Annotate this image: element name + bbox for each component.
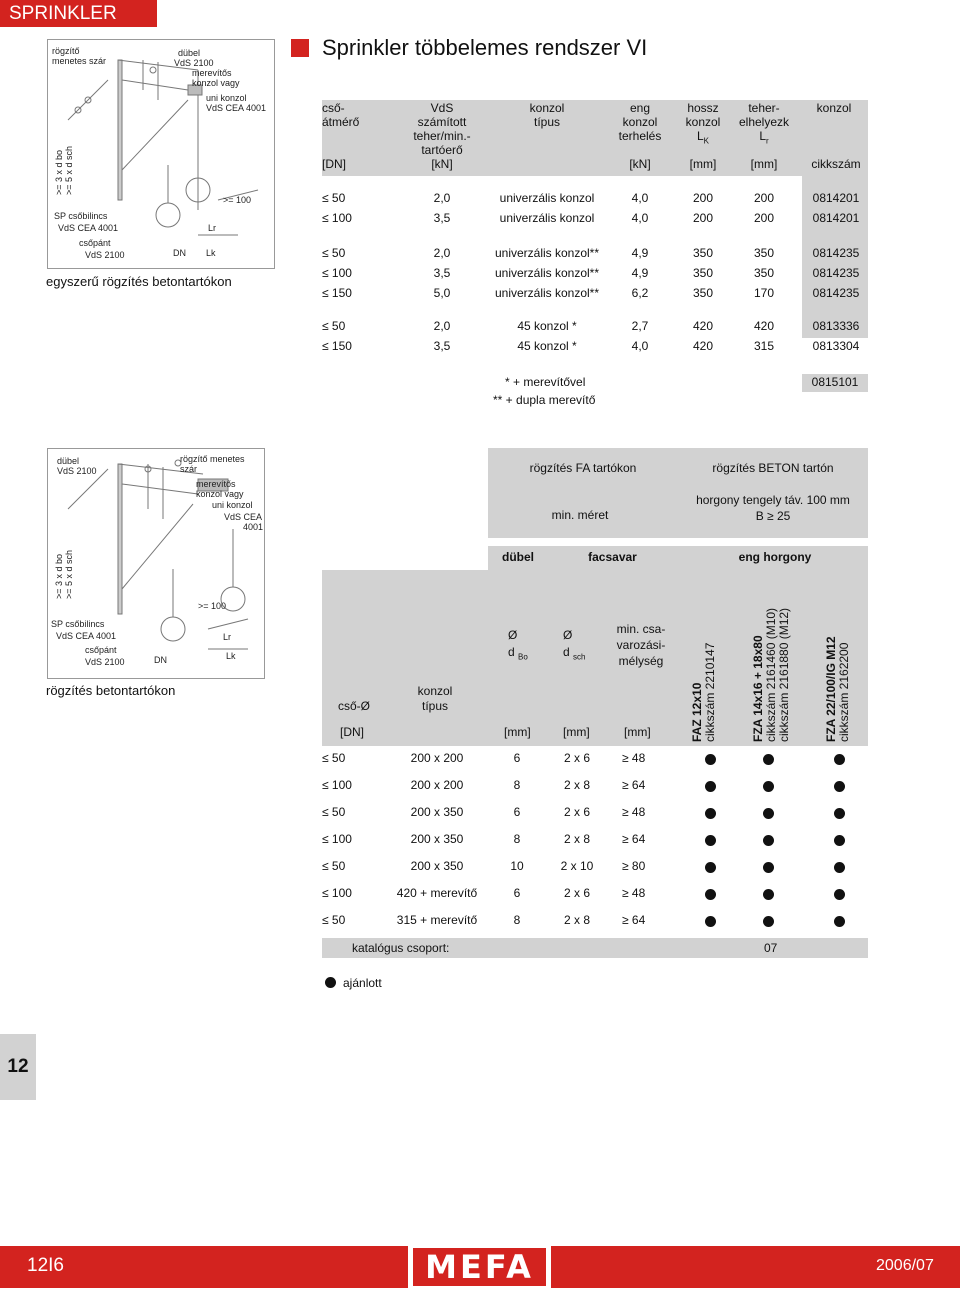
table2-cell: ≤ 100 <box>322 832 352 846</box>
table2-cell: 2 x 6 <box>563 751 590 765</box>
t2-horgony: horgony tengely táv. 100 mm <box>696 493 850 507</box>
recommended-dot <box>834 862 845 873</box>
recommended-dot <box>834 808 845 819</box>
label-konzol-vagy: konzol vagy <box>192 78 240 88</box>
d2-label-csopant: csőpánt <box>85 645 117 655</box>
t2-konzol-l2: típus <box>421 699 448 713</box>
table1-cell: univerzális konzol <box>499 191 595 205</box>
recommended-dot <box>705 916 716 927</box>
table2-cell: 200 x 200 <box>410 778 464 792</box>
t2-fza2-l2: cikkszám 2162200 <box>837 642 851 742</box>
table2-cell: 2 x 6 <box>563 886 590 900</box>
t2-facsavar: facsavar <box>588 550 637 564</box>
table1-cell: ≤ 100 <box>322 266 352 280</box>
recommended-dot <box>705 889 716 900</box>
table1-cell: 4,0 <box>631 339 649 353</box>
table2-cell: 2 x 8 <box>563 913 590 927</box>
t2-fza1-l1: FZA 14x16 + 18x80 <box>751 635 765 742</box>
recommended-dot <box>705 835 716 846</box>
hdr-atmero: átmérő <box>322 115 360 129</box>
table2-cell: 420 + merevítő <box>396 886 478 900</box>
t2-faz-l1: FAZ 12x10 <box>690 682 704 742</box>
table1-cell: 2,0 <box>433 319 451 333</box>
hdr-konzol: konzol <box>529 101 565 115</box>
recommended-dot <box>705 862 716 873</box>
table2-cell: ≤ 50 <box>322 913 346 927</box>
table2-cell: ≥ 64 <box>622 832 646 846</box>
label-vds2100: VdS 2100 <box>174 58 214 68</box>
recommended-dot <box>763 889 774 900</box>
table1-cell: 3,5 <box>433 266 451 280</box>
drawing-1-caption: egyszerű rögzítés betontartókon <box>46 274 232 289</box>
table2-cell: 200 x 200 <box>410 751 464 765</box>
table1-cell: ≤ 100 <box>322 211 352 225</box>
hdr-cso: cső- <box>322 101 345 115</box>
drawing-2-caption: rögzítés betontartókon <box>46 683 176 698</box>
label-vdscea-4001: VdS CEA 4001 <box>58 223 119 233</box>
recommended-dot <box>705 808 716 819</box>
t2-min-meret: min. méret <box>551 508 609 522</box>
t2-mely-l3: mélység <box>618 654 664 668</box>
recommended-dot <box>763 916 774 927</box>
footer-brand: MEFA <box>413 1248 546 1286</box>
table2-cell: 8 <box>513 778 521 792</box>
table1-cell: 6,2 <box>631 286 649 300</box>
recommended-dot <box>763 781 774 792</box>
hdr-teher2: teher- <box>748 101 780 115</box>
table1-cell: 200 <box>692 211 714 225</box>
table2-cell: 200 x 350 <box>410 805 464 819</box>
table1-cell: 420 <box>753 319 775 333</box>
table2-cell: ≥ 64 <box>622 778 646 792</box>
table1-cell: univerzális konzol <box>499 211 595 225</box>
t2-beton: rögzítés BETON tartón <box>712 461 834 475</box>
t2-col-dbo <box>508 627 528 665</box>
table1-cell: 3,5 <box>433 211 451 225</box>
hdr-elhelyezk: elhelyezk <box>738 115 790 129</box>
t2-unit-dn: [DN] <box>340 725 364 739</box>
label-sp-csobilincs: SP csőbilincs <box>54 211 108 221</box>
hdr-hossz: hossz <box>687 101 719 115</box>
table1-cell: 0814235 <box>812 266 860 280</box>
table1-cell: 200 <box>753 191 775 205</box>
t2-col-mely <box>606 621 676 669</box>
table1-cell: 350 <box>692 266 714 280</box>
table2-cell: ≥ 48 <box>622 751 646 765</box>
footer-logo <box>408 1244 551 1290</box>
t2-eng-horgony: eng horgony <box>738 550 812 564</box>
table1-cell: 170 <box>753 286 775 300</box>
table2-cell: 2 x 8 <box>563 778 590 792</box>
table1-cell: univerzális konzol** <box>494 286 600 300</box>
d2-label-merevitos: merevítős <box>196 479 236 489</box>
t2-col-konzol <box>400 684 470 714</box>
table1-cell: 45 konzol * <box>517 319 577 333</box>
recommended-dot <box>834 889 845 900</box>
drawing-2 <box>47 448 265 679</box>
t2-mely-l2: varozási- <box>616 638 666 652</box>
d2-label-lk: Lk <box>226 651 236 661</box>
table1-cell: 0814201 <box>812 191 860 205</box>
hdr-szamitott: számított <box>417 115 467 129</box>
unit-kn: [kN] <box>431 157 453 171</box>
d2-label-uni-konzol: uni konzol <box>212 500 253 510</box>
t2-col-fza2 <box>825 636 851 742</box>
table1-cell: 0814201 <box>812 211 860 225</box>
hdr-terheles: terhelés <box>618 129 662 143</box>
label-uni-konzol: uni konzol <box>206 93 247 103</box>
table1-cell: 0813336 <box>812 319 860 333</box>
hdr-tartoero: tartóerő <box>421 143 463 157</box>
table1-cell: 2,0 <box>433 191 451 205</box>
label-csopant: csőpánt <box>79 238 111 248</box>
d2-label-sp-csobilincs: SP csőbilincs <box>51 619 105 629</box>
t2-col-dsch <box>563 627 585 665</box>
hdr-lr: $L_r$ <box>759 129 769 146</box>
d2-label-ge100: >= 100 <box>198 601 227 611</box>
t2-unit-mm2: [mm] <box>563 725 590 739</box>
d2-label-konzol-vagy: konzol vagy <box>196 489 244 499</box>
table2-cell: ≥ 80 <box>622 859 646 873</box>
t2-unit-mm3: [mm] <box>624 725 651 739</box>
label-menetes-szar: menetes szár <box>52 56 107 66</box>
recommended-dot <box>705 781 716 792</box>
d2-label-lr: Lr <box>223 632 232 642</box>
t2-fza2-l1: FZA 22/100/IG M12 <box>824 636 838 742</box>
unit-dn: [DN] <box>322 157 346 171</box>
d2-label-dn: DN <box>154 655 167 665</box>
catalog-value: 07 <box>764 941 778 955</box>
d2-label-vds2100: VdS 2100 <box>57 466 97 476</box>
legend-text: ajánlott <box>343 976 382 990</box>
table1-cell: 420 <box>692 339 714 353</box>
footnote-1: * + merevítővel <box>505 375 586 389</box>
t2-dsch-d: d $_{sch}$ <box>563 645 586 662</box>
recommended-dot <box>834 781 845 792</box>
table2-cell: 8 <box>513 832 521 846</box>
label-rogzito: rögzítő <box>52 46 80 56</box>
recommended-dot <box>834 835 845 846</box>
d2-label-dubel: dübel <box>57 456 80 466</box>
table1-cell: ≤ 50 <box>322 246 346 260</box>
hdr-teher: teher/min.- <box>413 129 471 143</box>
footnote-1-code: 0815101 <box>802 374 868 392</box>
t2-mely-l1: min. csa- <box>616 622 666 636</box>
legend-dot <box>325 977 336 988</box>
t2-b: B ≥ 25 <box>755 509 791 523</box>
table2-cell: ≤ 50 <box>322 805 346 819</box>
table1-cell: 0813304 <box>812 339 860 353</box>
t2-konzol-l1: konzol <box>417 684 453 698</box>
recommended-dot <box>763 808 774 819</box>
title-marker <box>291 39 309 57</box>
table1-cell: 350 <box>692 286 714 300</box>
table1-cell: 200 <box>753 211 775 225</box>
t2-dubel: dübel <box>502 550 534 564</box>
table2-cell: ≥ 64 <box>622 913 646 927</box>
table2-cell: 315 + merevítő <box>396 913 478 927</box>
catalog-label: katalógus csoport: <box>352 941 450 955</box>
hdr-eng: eng <box>629 101 651 115</box>
table1-cell: 200 <box>692 191 714 205</box>
unit-cikkszam: cikkszám <box>811 157 861 171</box>
table2-cell: ≤ 100 <box>322 778 352 792</box>
t2-fa: rögzítés FA tartókon <box>529 461 637 475</box>
page-number-tab: 12 <box>0 1034 36 1100</box>
label-merevitos: merevítős <box>192 68 232 78</box>
d2-label-rogzito: rögzítő menetes szár <box>180 454 245 474</box>
t2-fza1-l3: cikkszám 2161880 (M12) <box>777 607 791 742</box>
recommended-dot <box>763 754 774 765</box>
table2-cell: 200 x 350 <box>410 832 464 846</box>
t2-col-fza1 <box>752 608 791 742</box>
table1-cell: 4,9 <box>631 246 649 260</box>
drawing-1 <box>47 39 275 269</box>
d2-label-dbo: >= 3 x d bo <box>54 553 64 599</box>
hdr-lk: $L_K$ <box>696 129 710 146</box>
label-vds2100-b: VdS 2100 <box>85 250 125 260</box>
t2-fza1-l2: cikkszám 2161460 (M10) <box>764 607 778 742</box>
table2-cell: 6 <box>513 805 521 819</box>
table1-cell: 4,0 <box>631 191 649 205</box>
page-title: Sprinkler többelemes rendszer VI <box>322 35 648 60</box>
hdr-tipus: típus <box>533 115 560 129</box>
table2-cell: 2 x 8 <box>563 832 590 846</box>
table2-cell: 10 <box>510 859 524 873</box>
table2-cell: ≤ 50 <box>322 859 346 873</box>
label-dsch: >= 5 x d sch <box>64 145 74 195</box>
recommended-dot <box>834 754 845 765</box>
table1-cell: 5,0 <box>433 286 451 300</box>
table2-cell: 2 x 6 <box>563 805 590 819</box>
unit-mm2: [mm] <box>750 157 778 171</box>
bracket-drawing-1 <box>48 40 274 268</box>
table1-cell: ≤ 150 <box>322 286 352 300</box>
footer-year: 2006/07 <box>876 1257 934 1274</box>
footer-page: 12I6 <box>27 1255 64 1276</box>
d2-label-vdscea: VdS CEA <box>224 512 263 522</box>
table1-cell: 350 <box>753 246 775 260</box>
t2-col-cso: cső-Ø <box>338 699 371 713</box>
label-lk: Lk <box>206 248 216 258</box>
label-dn: DN <box>173 248 186 258</box>
table1-cell: 3,5 <box>433 339 451 353</box>
t2-faz-l2: cikkszám 2210147 <box>703 642 717 742</box>
table1-cell: 0814235 <box>812 286 860 300</box>
t2-dbo-d: d $_{Bo}$ <box>508 645 528 662</box>
table2-cell: 6 <box>513 751 521 765</box>
hdr-konzol3: konzol <box>685 115 721 129</box>
table2-cell: 8 <box>513 913 521 927</box>
table1-cell: univerzális konzol** <box>494 246 600 260</box>
t2-dsch-phi: Ø <box>563 628 573 642</box>
unit-mm: [mm] <box>689 157 717 171</box>
section-header: SPRINKLER <box>0 0 157 27</box>
table2-cell: ≤ 100 <box>322 886 352 900</box>
table2-cell: 6 <box>513 886 521 900</box>
table1-cell: 315 <box>753 339 775 353</box>
recommended-dot <box>763 862 774 873</box>
d2-label-4001: 4001 <box>243 522 264 532</box>
d2-label-vdscea-4001: VdS CEA 4001 <box>56 631 117 641</box>
table1-cell: ≤ 150 <box>322 339 352 353</box>
hdr-konzol4: konzol <box>816 101 852 115</box>
footnote-2: ** + dupla merevítő <box>493 393 596 407</box>
d2-label-dsch: >= 5 x d sch <box>64 549 74 599</box>
table1-cell: 4,9 <box>631 266 649 280</box>
recommended-dot <box>763 835 774 846</box>
table1-cell: 2,7 <box>631 319 649 333</box>
label-dbo: >= 3 x d bo <box>54 149 64 195</box>
table1-cell: 4,0 <box>631 211 649 225</box>
hdr-vds: VdS <box>430 101 454 115</box>
table1-cell: 420 <box>692 319 714 333</box>
table1-cell: 350 <box>692 246 714 260</box>
t2-unit-mm1: [mm] <box>504 725 531 739</box>
table1-cell: 350 <box>753 266 775 280</box>
label-dubel: dübel <box>178 48 201 58</box>
table1-cell: ≤ 50 <box>322 319 346 333</box>
hdr-konzol2: konzol <box>622 115 658 129</box>
table1-cell: 45 konzol * <box>517 339 577 353</box>
table1-cell: 2,0 <box>433 246 451 260</box>
d2-label-vds2100-b: VdS 2100 <box>85 657 125 667</box>
unit-kn2: [kN] <box>629 157 651 171</box>
recommended-dot <box>834 916 845 927</box>
table1-cell: 0814235 <box>812 246 860 260</box>
table2-cell: 200 x 350 <box>410 859 464 873</box>
table1-cell: univerzális konzol** <box>494 266 600 280</box>
label-lr: Lr <box>208 223 217 233</box>
label-vdscea: VdS CEA 4001 <box>206 103 267 113</box>
table2-cell: ≥ 48 <box>622 805 646 819</box>
table2-cell: 2 x 10 <box>560 859 594 873</box>
label-ge100: >= 100 <box>223 195 252 205</box>
t2-col-faz <box>691 643 717 742</box>
recommended-dot <box>705 754 716 765</box>
t2-dbo-phi: Ø <box>508 628 518 642</box>
table2-cell: ≤ 50 <box>322 751 346 765</box>
table1-cell: ≤ 50 <box>322 191 346 205</box>
table2-cell: ≥ 48 <box>622 886 646 900</box>
